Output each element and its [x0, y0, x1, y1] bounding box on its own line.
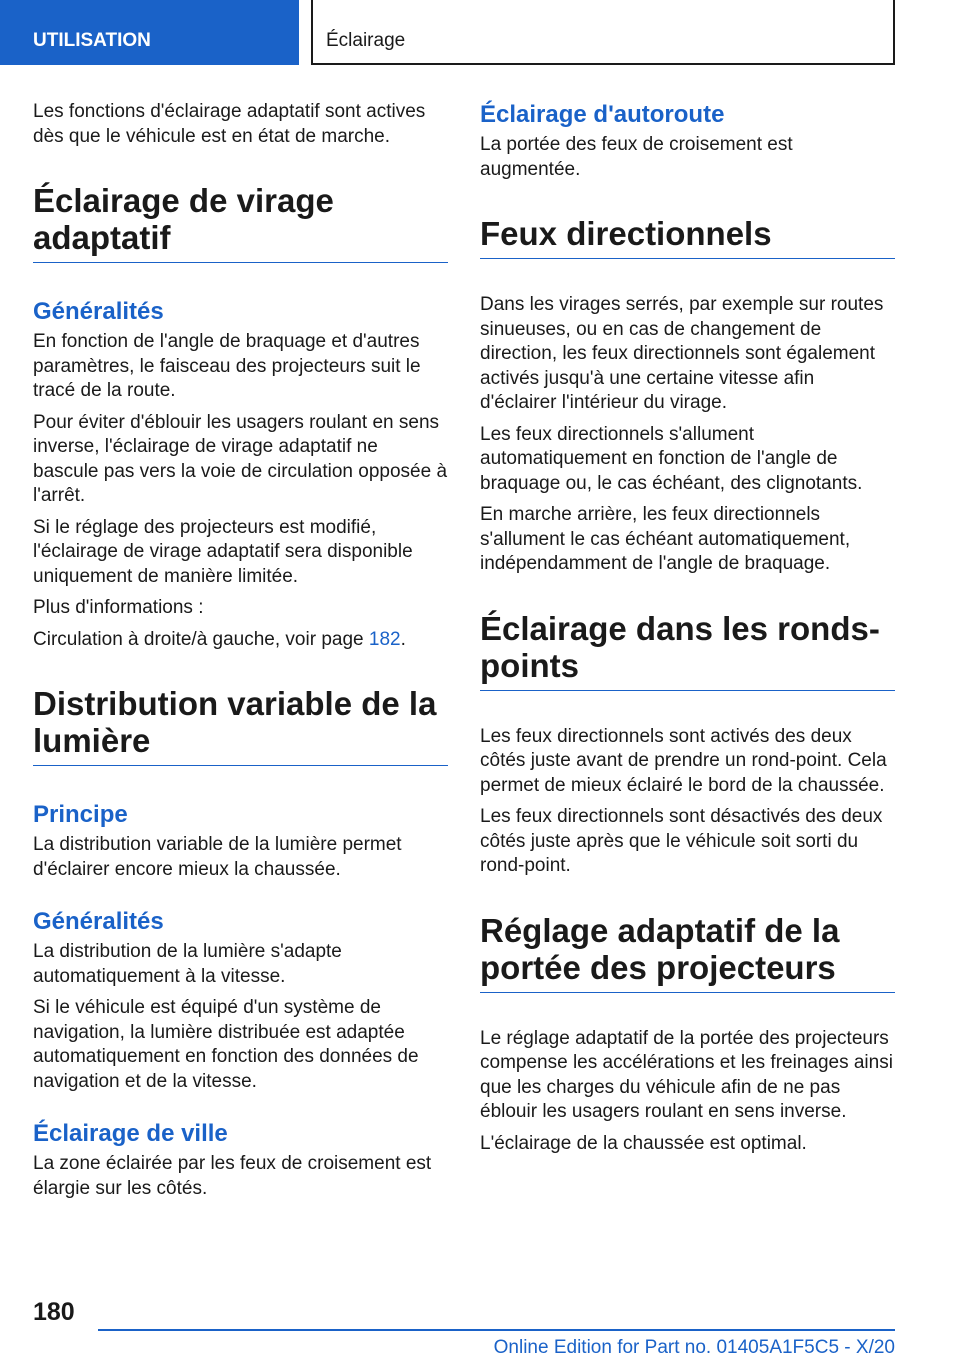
subheading-motorway-lighting: Éclairage d'autoroute: [480, 101, 725, 128]
intro-paragraph: Les fonctions d'éclairage adaptatif sont actives dès que le véhicule est en état de marche.: [33, 101, 426, 147]
heading-headlight-range: Réglage adaptatif de la portée des projecteurs: [480, 912, 895, 993]
cross-reference: [33, 628, 448, 653]
paragraph: Si le réglage des projecteurs est modifié, l'éclairage de virage adaptatif sera disponible uniquement de manière limitée.: [33, 516, 413, 587]
paragraph: Dans les virages serrés, par exemple sur routes sinueuses, ou en cas de changement de direction, les feux directionnels sont également activés jusqu'à une certaine vitesse afin d'éclairer l'intérieur du virage.: [480, 294, 884, 413]
paragraph: La portée des feux de croisement est augmentée.: [480, 134, 793, 180]
subheading-general-1: Généralités: [33, 298, 164, 325]
subheading-general-2: Généralités: [33, 908, 164, 935]
paragraph: Les feux directionnels sont désactivés des deux côtés juste après que le véhicule soit sorti du rond-point.: [480, 806, 883, 876]
paragraph: En marche arrière, les feux directionnels s'allument le cas échéant automatiquement, indépendamment de l'angle de braquage.: [480, 504, 851, 574]
paragraph: Les feux directionnels sont activés des deux côtés juste avant de prendre un rond-point. Cela permet de mieux éclairé le bord de la chaussée.: [480, 725, 887, 796]
heading-cornering-lights: Feux directionnels: [480, 215, 895, 259]
paragraph: Pour éviter d'éblouir les usagers roulant en sens inverse, l'éclairage de virage adaptatif ne bascule pas vers la voie de circulation opposée à l'arrêt.: [33, 411, 448, 506]
left-column: [33, 100, 448, 1208]
right-column: [480, 100, 895, 1163]
footer-divider: [98, 1329, 895, 1331]
subheading-principle: Principe: [33, 801, 128, 828]
paragraph: La distribution de la lumière s'adapte automatiquement à la vitesse.: [33, 941, 342, 987]
paragraph: La distribution variable de la lumière permet d'éclairer encore mieux la chaussée.: [33, 834, 402, 880]
page-number: 180: [33, 1298, 75, 1326]
heading-roundabout-lighting: Éclairage dans les ronds-points: [480, 610, 895, 691]
section-tab: UTILISATION: [0, 0, 299, 65]
paragraph: Les feux directionnels s'allument automatiquement en fonction de l'angle de braquage ou, le cas échéant, des clignotants.: [480, 423, 863, 494]
reference-end: .: [400, 628, 406, 650]
footer-edition: Online Edition for Part no. 01405A1F5C5 - X/20: [493, 1337, 895, 1358]
reference-text: Circulation à droite/à gauche, voir page: [33, 628, 369, 650]
heading-variable-light: Distribution variable de la lumière: [33, 685, 448, 766]
paragraph: Si le véhicule est équipé d'un système de navigation, la lumière distribuée est adaptée automatiquement en fonction des données de navigation et de la vitesse.: [33, 997, 419, 1092]
paragraph: Le réglage adaptatif de la portée des projecteurs compense les accélérations et les freinages ainsi que les charges du véhicule afin de ne pas éblouir les usagers roulant en sens inverse.: [480, 1027, 893, 1122]
paragraph: En fonction de l'angle de braquage et d'autres paramètres, le faisceau des projecteurs suit le tracé de la route.: [33, 331, 421, 401]
paragraph: L'éclairage de la chaussée est optimal.: [480, 1132, 807, 1154]
paragraph: Plus d'informations :: [33, 597, 204, 618]
subheading-city-lighting: Éclairage de ville: [33, 1120, 228, 1147]
paragraph: La zone éclairée par les feux de croisement est élargie sur les côtés.: [33, 1153, 432, 1199]
page-link[interactable]: 182: [368, 628, 401, 650]
heading-adaptive-cornering: Éclairage de virage adaptatif: [33, 182, 448, 263]
page-header-title: Éclairage: [311, 0, 895, 65]
